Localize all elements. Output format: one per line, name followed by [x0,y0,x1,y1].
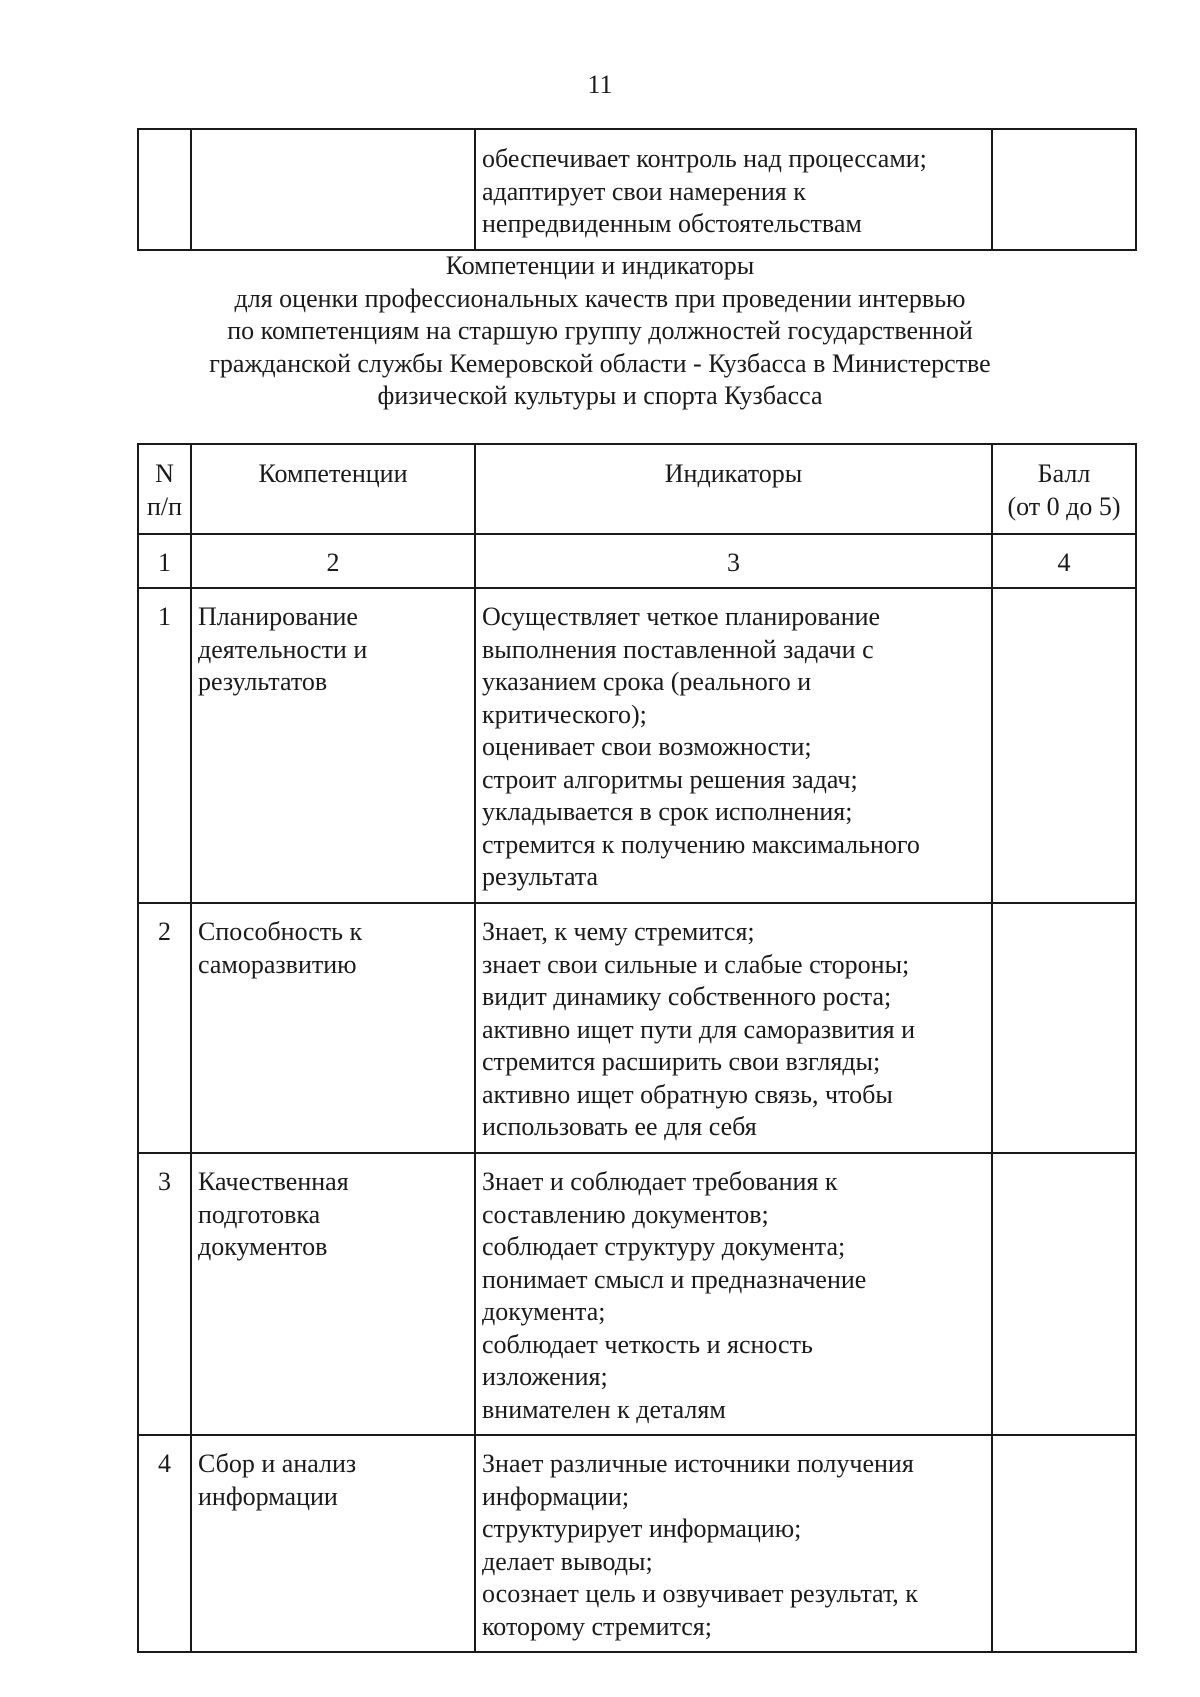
table-row [138,588,1136,903]
indicator-line: знает свои сильные и слабые стороны; [482,949,910,979]
indicator-line: внимателен к деталям [482,1394,726,1424]
indicator-line: оценивает свои возможности; [482,732,812,761]
indicator-line: стремится расширить свои взгляды; [482,1047,881,1076]
header-score [992,444,1136,534]
num-cell [138,129,191,250]
competence-line: Способность к [198,917,363,946]
title-line: для оценки профессиональных качеств при проведении интервью [234,283,966,313]
indicator-line: изложения; [482,1362,608,1391]
table-row [138,129,1136,250]
table-header-row [138,444,1136,534]
indicator-line: обеспечивает контроль над процессами; [482,144,927,173]
score-cell [992,1435,1136,1652]
indicator-line: которому стремится; [482,1611,712,1641]
indicator-line: критического); [482,699,647,729]
competence-cell [191,1435,475,1652]
indicator-line: соблюдает четкость и ясность [482,1329,813,1359]
indicator-line: непредвиденным обстоятельствам [482,209,862,238]
competence-line: деятельности и [198,634,368,664]
indicator-line: осознает цель и озвучивает результат, к [482,1579,918,1608]
title-line: по компетенциям на старшую группу должностей государственной [227,316,973,345]
indicator-line: строит алгоритмы решения задач; [482,764,858,794]
continuation-table [137,128,1137,251]
competence-cell [191,588,475,903]
competence-cell [191,903,475,1153]
header-num-line2: п/п [146,491,183,521]
competence-line: Качественная [198,1167,349,1196]
competence-line: Планирование [198,602,358,631]
indicators-cell [475,588,992,903]
indicator-line: соблюдает структуру документа; [482,1232,846,1261]
competence-line: подготовка [198,1199,321,1229]
indicator-line: использовать ее для себя [482,1112,757,1141]
indicator-line: указанием срока (реального и [482,667,812,696]
indicator-line: Знает, к чему стремится; [482,917,755,946]
indicator-line: документа; [482,1297,606,1326]
indicator-line: выполнения поставленной задачи с [482,634,874,664]
header-num-line1: N [155,459,174,488]
indicator-line: адаптирует свои намерения к [482,176,806,206]
row-number: 2 [138,903,191,1153]
indicator-line: активно ищет обратную связь, чтобы [482,1079,893,1109]
header-num [138,444,191,534]
competencies-table [137,443,1137,1653]
score-cell [992,1153,1136,1435]
title-line: физической культуры и спорта Кузбасса [377,381,823,410]
row-number: 4 [138,1435,191,1652]
column-number: 1 [138,534,191,588]
section-title [0,250,1200,413]
indicators-cell [475,1435,992,1652]
row-number: 1 [138,588,191,903]
header-score-line1: Балл [1037,459,1091,488]
title-line: гражданской службы Кемеровской области - Кузбасса в Министерстве [209,348,991,378]
row-number: 3 [138,1153,191,1435]
indicator-line: укладывается в срок исполнения; [482,797,853,826]
table-row [138,903,1136,1153]
competence-line: документов [198,1232,328,1261]
indicator-line: структурирует информацию; [482,1514,802,1543]
competence-line: информации [198,1481,338,1511]
header-indicators: Индикаторы [475,444,992,534]
indicator-line: понимает смысл и предназначение [482,1264,867,1294]
table-row [138,1435,1136,1652]
score-cell [992,903,1136,1153]
page-number: 11 [587,70,613,99]
indicators-cell [475,129,992,250]
indicator-line: активно ищет пути для саморазвития и [482,1014,915,1044]
indicator-line: информации; [482,1481,630,1511]
score-cell [992,588,1136,903]
competence-cell [191,1153,475,1435]
score-cell [992,129,1136,250]
column-numbers-row [138,534,1136,588]
column-number: 2 [191,534,475,588]
title-line: Компетенции и индикаторы [445,251,755,280]
header-competencies: Компетенции [191,444,475,534]
indicators-cell [475,903,992,1153]
indicators-cell [475,1153,992,1435]
competence-line: Сбор и анализ [198,1449,357,1478]
indicator-line: Осуществляет четкое планирование [482,602,881,631]
table-row [138,1153,1136,1435]
competence-cell [191,129,475,250]
indicator-line: делает выводы; [482,1546,653,1576]
indicator-line: результата [482,862,599,891]
indicator-line: видит динамику собственного роста; [482,982,892,1011]
competence-line: саморазвитию [198,949,357,979]
indicator-line: стремится к получению максимального [482,829,920,859]
column-number: 4 [992,534,1136,588]
indicator-line: Знает и соблюдает требования к [482,1167,838,1196]
indicator-line: составлению документов; [482,1199,769,1229]
header-score-line2: (от 0 до 5) [1007,491,1121,521]
competence-line: результатов [198,667,328,696]
indicator-line: Знает различные источники получения [482,1449,914,1478]
column-number: 3 [475,534,992,588]
